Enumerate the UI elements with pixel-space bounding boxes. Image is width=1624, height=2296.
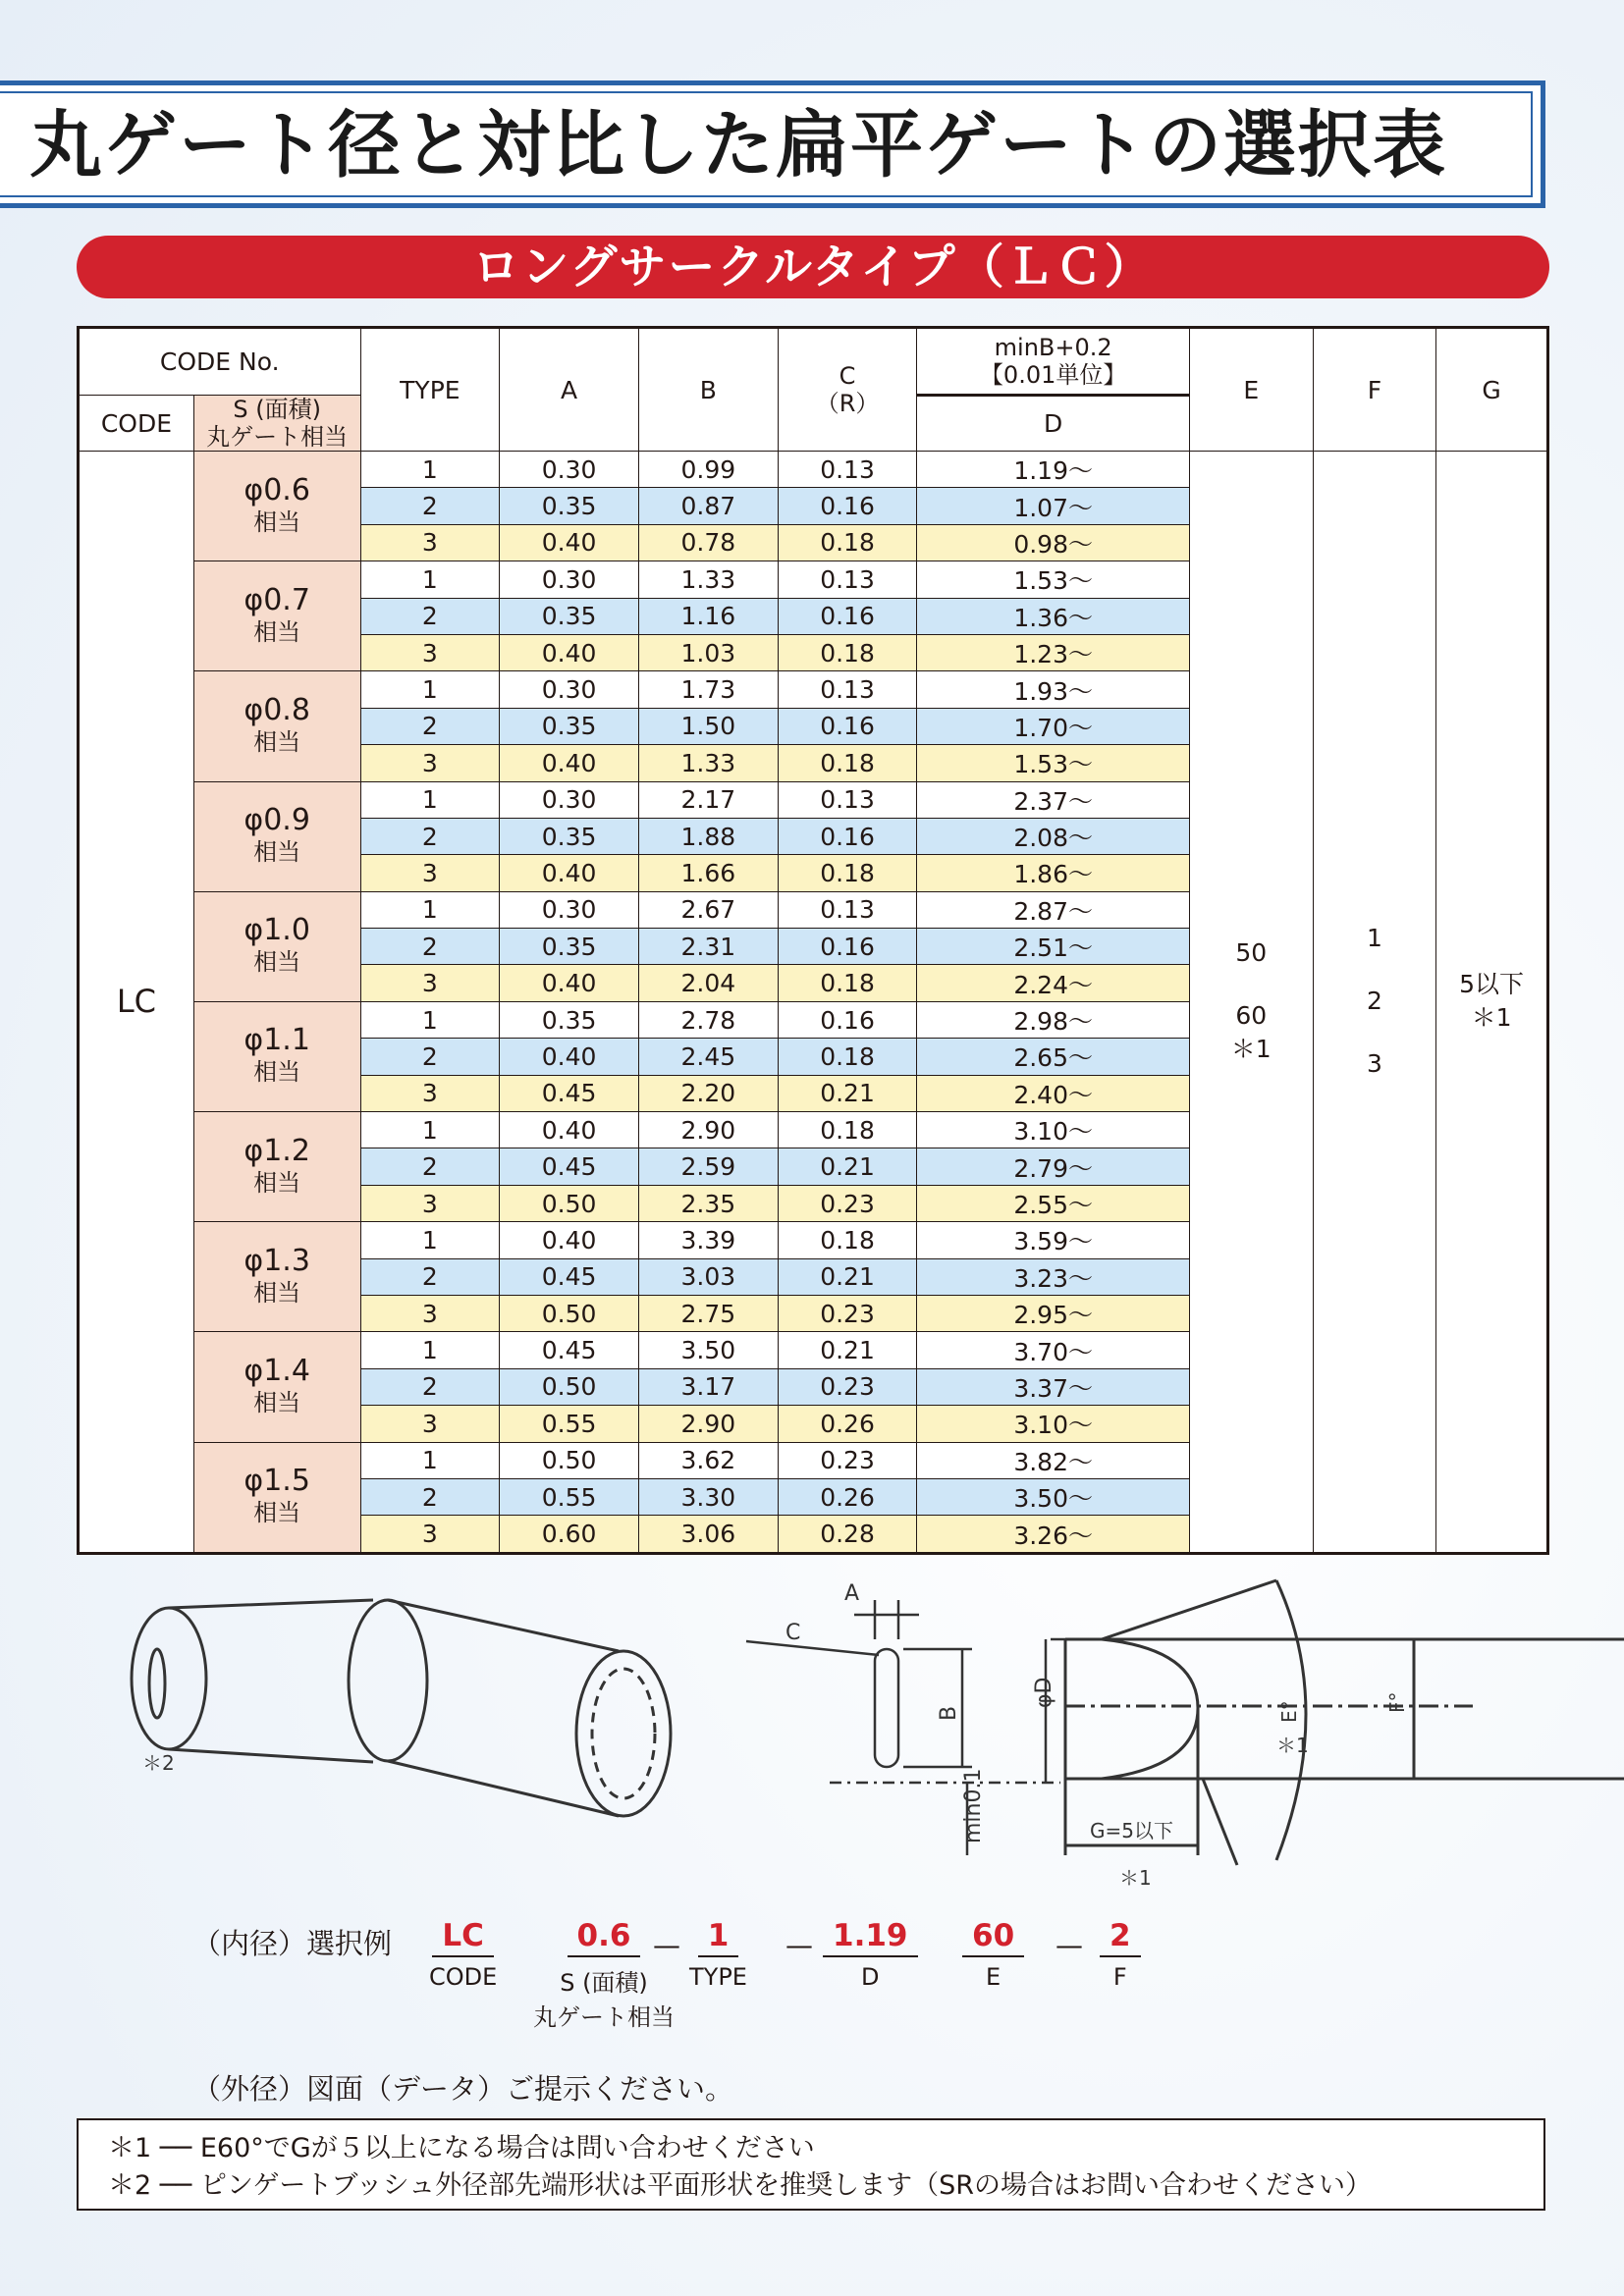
g-value-1: 5以下: [1459, 970, 1525, 999]
type-cell: 3: [360, 524, 500, 561]
size-cell: [193, 561, 360, 671]
d-cell: 3.59～: [917, 1222, 1189, 1258]
c-cell: 0.23: [778, 1295, 917, 1331]
c-cell: 0.13: [778, 452, 917, 488]
example-value: LC: [432, 1918, 494, 1957]
c-cell: 0.18: [778, 634, 917, 670]
example-value: 0.6: [568, 1918, 641, 1957]
d-cell: 1.93～: [917, 671, 1189, 708]
b-cell: 2.59: [638, 1148, 778, 1185]
b-cell: 1.88: [638, 818, 778, 854]
type-cell: 2: [360, 818, 500, 854]
type-cell: 3: [360, 855, 500, 891]
example-item-f: [1100, 1918, 1141, 1991]
d-cell: 2.08～: [917, 818, 1189, 854]
size-equiv: 相当: [253, 727, 301, 756]
d-cell: 1.70～: [917, 708, 1189, 744]
a-cell: 0.30: [500, 781, 639, 818]
d-cell: 3.10～: [917, 1112, 1189, 1148]
label-g: G=5以下: [1090, 1819, 1173, 1842]
size-cell: [193, 1442, 360, 1553]
a-cell: 0.30: [500, 452, 639, 488]
f-value-2: 2: [1366, 987, 1382, 1016]
type-cell: 1: [360, 671, 500, 708]
d-cell: 2.24～: [917, 965, 1189, 1001]
example-item-e: [962, 1918, 1024, 1991]
footnote-1: ＊1 ── E60°でGが５以上になる場合は問い合わせください: [108, 2133, 815, 2163]
c-cell: 0.18: [778, 965, 917, 1001]
type-cell: 2: [360, 1258, 500, 1295]
b-cell: 2.78: [638, 1001, 778, 1038]
b-cell: 2.90: [638, 1406, 778, 1442]
b-cell: 2.31: [638, 929, 778, 965]
footnotes-box: [77, 2118, 1545, 2211]
c-cell: 0.18: [778, 745, 917, 781]
a-cell: 0.35: [500, 1001, 639, 1038]
size-value: φ1.0: [244, 913, 310, 948]
b-cell: 2.04: [638, 965, 778, 1001]
header-b: B: [638, 328, 778, 452]
example-label: （内径）選択例: [192, 1927, 393, 1960]
c-cell: 0.18: [778, 1112, 917, 1148]
a-cell: 0.40: [500, 855, 639, 891]
selection-table: [77, 326, 1549, 1555]
b-cell: 2.20: [638, 1075, 778, 1111]
a-cell: 0.30: [500, 891, 639, 928]
e-value-2: 60: [1235, 1001, 1268, 1031]
label-min: min0.1: [961, 1768, 986, 1843]
size-equiv: 相当: [253, 507, 301, 536]
c-cell: 0.18: [778, 1039, 917, 1075]
a-cell: 0.40: [500, 1039, 639, 1075]
c-cell: 0.18: [778, 524, 917, 561]
d-cell: 2.95～: [917, 1295, 1189, 1331]
b-cell: 3.06: [638, 1516, 778, 1553]
d-cell: 1.53～: [917, 561, 1189, 598]
header-c-r: （R）: [815, 390, 880, 417]
b-cell: 0.87: [638, 488, 778, 524]
example-dash: —: [653, 1929, 680, 1961]
size-equiv: 相当: [253, 1168, 301, 1197]
a-cell: 0.55: [500, 1406, 639, 1442]
a-cell: 0.45: [500, 1258, 639, 1295]
size-equiv: 相当: [253, 948, 301, 977]
c-cell: 0.13: [778, 671, 917, 708]
a-cell: 0.45: [500, 1075, 639, 1111]
header-e: E: [1189, 328, 1313, 452]
header-minb: [917, 328, 1189, 396]
a-cell: 0.45: [500, 1332, 639, 1368]
type-cell: 1: [360, 891, 500, 928]
header-s-line1: S (面積): [233, 396, 321, 423]
example-value: 60: [962, 1918, 1024, 1957]
d-cell: 3.26～: [917, 1516, 1189, 1553]
type-cell: 1: [360, 1222, 500, 1258]
label-g-star: ＊1: [1119, 1866, 1152, 1890]
type-cell: 3: [360, 965, 500, 1001]
c-cell: 0.21: [778, 1332, 917, 1368]
d-cell: 1.86～: [917, 855, 1189, 891]
b-cell: 2.67: [638, 891, 778, 928]
a-cell: 0.35: [500, 488, 639, 524]
a-cell: 0.45: [500, 1148, 639, 1185]
header-code-no: CODE No.: [79, 328, 361, 396]
type-cell: 3: [360, 1185, 500, 1221]
size-equiv: 相当: [253, 838, 301, 867]
d-cell: 1.53～: [917, 745, 1189, 781]
d-cell: 2.65～: [917, 1039, 1189, 1075]
type-cell: 1: [360, 1332, 500, 1368]
table-row: [79, 452, 1548, 488]
b-cell: 3.17: [638, 1368, 778, 1405]
b-cell: 1.16: [638, 598, 778, 634]
section-banner: ロングサークルタイプ（ＬＣ）: [77, 236, 1549, 298]
type-cell: 2: [360, 708, 500, 744]
size-value: φ1.1: [244, 1023, 310, 1058]
example-item-code: [429, 1918, 497, 1991]
type-cell: 3: [360, 634, 500, 670]
type-cell: 1: [360, 561, 500, 598]
example-dash: —: [1056, 1929, 1083, 1961]
c-cell: 0.23: [778, 1368, 917, 1405]
a-cell: 0.35: [500, 598, 639, 634]
d-cell: 2.98～: [917, 1001, 1189, 1038]
e-cell: [1189, 452, 1313, 1554]
c-cell: 0.16: [778, 488, 917, 524]
type-cell: 1: [360, 1442, 500, 1478]
c-cell: 0.23: [778, 1442, 917, 1478]
c-cell: 0.16: [778, 598, 917, 634]
d-cell: 3.23～: [917, 1258, 1189, 1295]
b-cell: 3.50: [638, 1332, 778, 1368]
example-dash: —: [785, 1929, 813, 1961]
star2-label: ＊2: [142, 1751, 175, 1775]
d-cell: 3.10～: [917, 1406, 1189, 1442]
title-frame: [0, 80, 1545, 208]
header-c-label: C: [839, 362, 856, 390]
size-value: φ0.9: [244, 803, 310, 838]
type-cell: 2: [360, 1148, 500, 1185]
example-item-label2: 丸ゲート相当: [533, 2003, 675, 2031]
d-cell: 0.98～: [917, 524, 1189, 561]
code-cell: LC: [79, 452, 194, 1554]
b-cell: 2.35: [638, 1185, 778, 1221]
a-cell: 0.35: [500, 929, 639, 965]
c-cell: 0.13: [778, 781, 917, 818]
type-cell: 2: [360, 1368, 500, 1405]
type-cell: 3: [360, 1516, 500, 1553]
size-cell: [193, 891, 360, 1001]
c-cell: 0.16: [778, 1001, 917, 1038]
b-cell: 3.62: [638, 1442, 778, 1478]
header-s-line2: 丸ゲート相当: [206, 423, 349, 451]
example-item-label: S (面積): [560, 1969, 648, 1997]
size-value: φ0.6: [244, 472, 310, 507]
c-cell: 0.13: [778, 891, 917, 928]
label-c: C: [785, 1621, 801, 1645]
c-cell: 0.21: [778, 1148, 917, 1185]
size-equiv: 相当: [253, 1499, 301, 1527]
f-value-1: 1: [1366, 924, 1382, 953]
b-cell: 3.39: [638, 1222, 778, 1258]
size-cell: [193, 671, 360, 781]
d-cell: 2.37～: [917, 781, 1189, 818]
d-cell: 3.37～: [917, 1368, 1189, 1405]
label-b: B: [937, 1705, 961, 1721]
size-equiv: 相当: [253, 1058, 301, 1087]
b-cell: 1.73: [638, 671, 778, 708]
d-cell: 2.51～: [917, 929, 1189, 965]
header-minb-unit: 【0.01単位】: [979, 361, 1127, 389]
d-cell: 1.23～: [917, 634, 1189, 670]
outer-diameter-note: （外径）図面（データ）ご提示ください。: [192, 2072, 734, 2106]
a-cell: 0.55: [500, 1478, 639, 1515]
header-s: [193, 396, 360, 452]
b-cell: 2.45: [638, 1039, 778, 1075]
d-cell: 2.87～: [917, 891, 1189, 928]
d-cell: 1.36～: [917, 598, 1189, 634]
type-cell: 1: [360, 452, 500, 488]
type-cell: 2: [360, 598, 500, 634]
b-cell: 3.30: [638, 1478, 778, 1515]
size-cell: [193, 1112, 360, 1222]
size-value: φ0.8: [244, 692, 310, 727]
c-cell: 0.21: [778, 1258, 917, 1295]
example-item-label: E: [985, 1963, 1001, 1991]
c-cell: 0.26: [778, 1406, 917, 1442]
example-item-d: [823, 1918, 918, 1991]
d-cell: 1.19～: [917, 452, 1189, 488]
gate-diagram: [0, 1561, 1624, 1895]
a-cell: 0.50: [500, 1185, 639, 1221]
example-item-label: CODE: [429, 1963, 498, 1991]
size-value: φ1.3: [244, 1243, 310, 1278]
size-value: φ1.4: [244, 1353, 310, 1388]
size-value: φ1.5: [244, 1464, 310, 1499]
type-cell: 3: [360, 1406, 500, 1442]
c-cell: 0.16: [778, 818, 917, 854]
header-d: D: [917, 396, 1189, 452]
header-a: A: [500, 328, 639, 452]
b-cell: 1.33: [638, 561, 778, 598]
a-cell: 0.40: [500, 634, 639, 670]
a-cell: 0.60: [500, 1516, 639, 1553]
c-cell: 0.16: [778, 929, 917, 965]
example-item-label: TYPE: [689, 1963, 747, 1991]
example-value: 2: [1100, 1918, 1141, 1957]
size-cell: [193, 1332, 360, 1442]
c-cell: 0.18: [778, 855, 917, 891]
size-value: φ0.7: [244, 582, 310, 617]
c-cell: 0.16: [778, 708, 917, 744]
b-cell: 2.75: [638, 1295, 778, 1331]
type-cell: 1: [360, 781, 500, 818]
g-cell: [1436, 452, 1548, 1554]
label-f: F°: [1385, 1691, 1409, 1713]
bushing-sketch: [132, 1600, 671, 1816]
example-value: 1.19: [823, 1918, 918, 1957]
type-cell: 3: [360, 1075, 500, 1111]
label-e-star: ＊1: [1276, 1734, 1309, 1757]
b-cell: 0.99: [638, 452, 778, 488]
a-cell: 0.50: [500, 1295, 639, 1331]
example-item-type: [689, 1918, 747, 1991]
a-cell: 0.30: [500, 671, 639, 708]
size-equiv: 相当: [253, 617, 301, 646]
b-cell: 1.03: [638, 634, 778, 670]
header-f: F: [1313, 328, 1436, 452]
type-cell: 3: [360, 745, 500, 781]
header-g: G: [1436, 328, 1548, 452]
d-cell: 3.82～: [917, 1442, 1189, 1478]
e-value-1: 50: [1235, 938, 1268, 968]
type-cell: 1: [360, 1112, 500, 1148]
a-cell: 0.35: [500, 818, 639, 854]
type-cell: 2: [360, 1039, 500, 1075]
f-cell: [1313, 452, 1436, 1554]
a-cell: 0.50: [500, 1368, 639, 1405]
example-item-label: F: [1112, 1963, 1127, 1991]
b-cell: 3.03: [638, 1258, 778, 1295]
b-cell: 0.78: [638, 524, 778, 561]
c-cell: 0.28: [778, 1516, 917, 1553]
page-title: 丸ゲート径と対比した扁平ゲートの選択表: [29, 103, 1447, 187]
b-cell: 1.66: [638, 855, 778, 891]
table-body: [79, 452, 1548, 1554]
a-cell: 0.40: [500, 745, 639, 781]
label-e: E°: [1277, 1700, 1301, 1723]
c-cell: 0.26: [778, 1478, 917, 1515]
c-cell: 0.21: [778, 1075, 917, 1111]
b-cell: 1.33: [638, 745, 778, 781]
type-cell: 3: [360, 1295, 500, 1331]
a-cell: 0.40: [500, 1112, 639, 1148]
header-type: TYPE: [360, 328, 500, 452]
label-a: A: [844, 1581, 860, 1606]
d-cell: 2.79～: [917, 1148, 1189, 1185]
type-cell: 1: [360, 1001, 500, 1038]
a-cell: 0.40: [500, 965, 639, 1001]
example-value: 1: [698, 1918, 739, 1957]
a-cell: 0.30: [500, 561, 639, 598]
e-value-3: ＊1: [1230, 1035, 1272, 1064]
c-cell: 0.23: [778, 1185, 917, 1221]
a-cell: 0.50: [500, 1442, 639, 1478]
size-cell: [193, 1001, 360, 1111]
size-cell: [193, 781, 360, 891]
size-value: φ1.2: [244, 1133, 310, 1168]
header-code: CODE: [79, 396, 194, 452]
header-c: [778, 328, 917, 452]
type-cell: 2: [360, 1478, 500, 1515]
d-cell: 3.70～: [917, 1332, 1189, 1368]
b-cell: 2.90: [638, 1112, 778, 1148]
f-value-3: 3: [1366, 1049, 1382, 1079]
label-d: φD: [1032, 1677, 1056, 1708]
size-equiv: 相当: [253, 1388, 301, 1416]
example-item-label: D: [861, 1963, 880, 1991]
d-cell: 1.07～: [917, 488, 1189, 524]
type-cell: 2: [360, 929, 500, 965]
a-cell: 0.35: [500, 708, 639, 744]
header-minb-formula: minB+0.2: [994, 334, 1112, 361]
size-cell: [193, 1222, 360, 1332]
c-cell: 0.13: [778, 561, 917, 598]
a-cell: 0.40: [500, 1222, 639, 1258]
a-cell: 0.40: [500, 524, 639, 561]
footnote-2: ＊2 ── ピンゲートブッシュ外径部先端形状は平面形状を推奨します（SRの場合はお問い合わせください）: [108, 2170, 1372, 2201]
type-cell: 2: [360, 488, 500, 524]
size-cell: [193, 452, 360, 561]
d-cell: 2.55～: [917, 1185, 1189, 1221]
size-equiv: 相当: [253, 1278, 301, 1307]
b-cell: 1.50: [638, 708, 778, 744]
g-value-2: ＊1: [1471, 1003, 1512, 1033]
c-cell: 0.18: [778, 1222, 917, 1258]
b-cell: 2.17: [638, 781, 778, 818]
d-cell: 2.40～: [917, 1075, 1189, 1111]
d-cell: 3.50～: [917, 1478, 1189, 1515]
